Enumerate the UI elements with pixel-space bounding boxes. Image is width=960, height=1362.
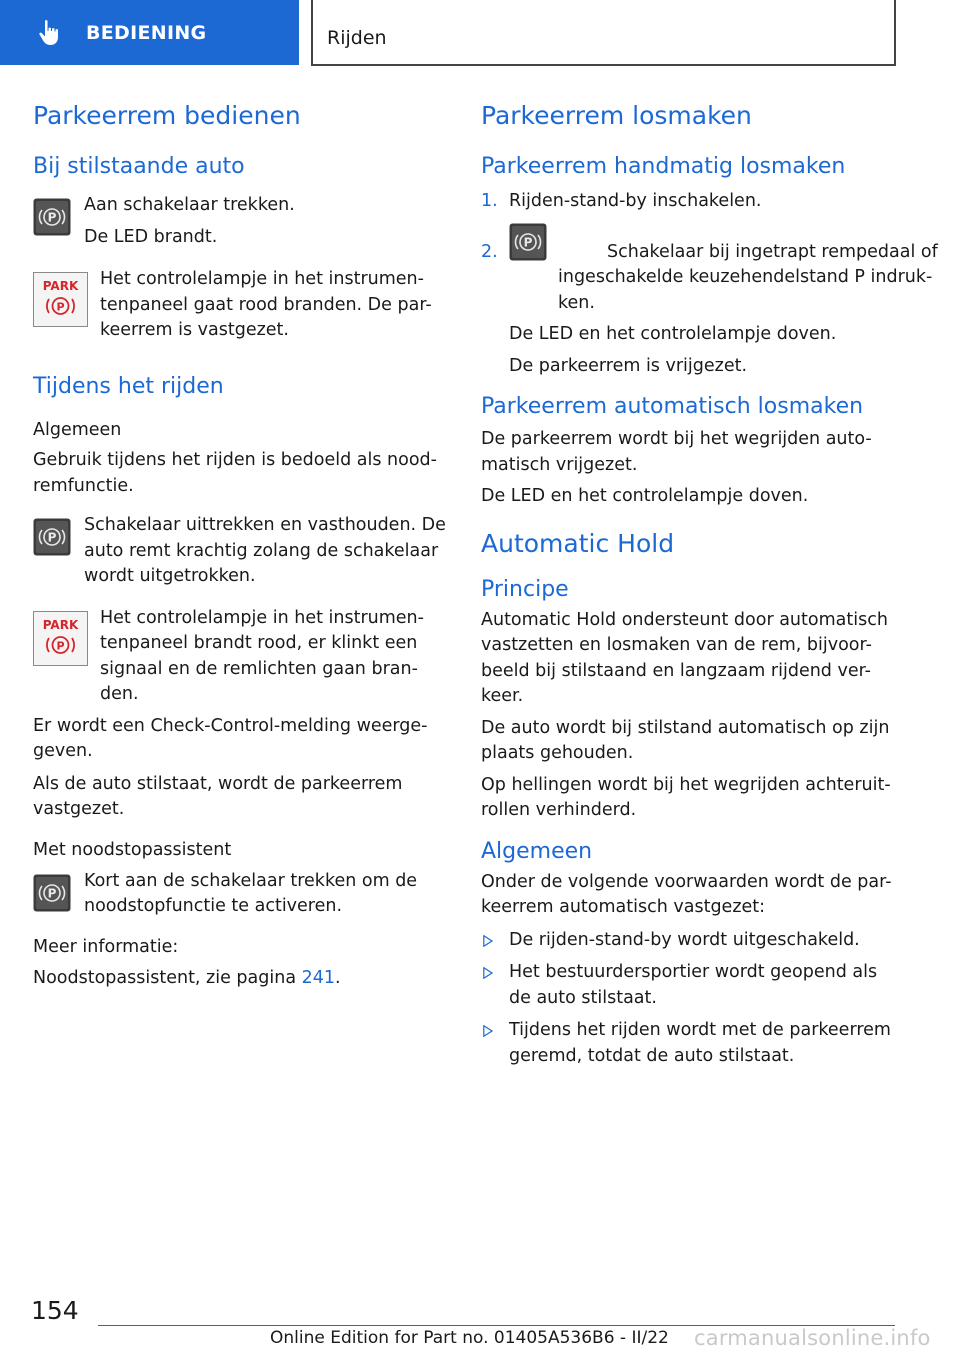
driving-switch-block xyxy=(33,513,447,590)
hold-general-text: Onder de volgende voorwaarden wordt de par-keerrem automatisch vastgezet: xyxy=(481,871,892,917)
park-warning-lamp-icon xyxy=(33,272,88,327)
heading-auto-release: Parkeerrem automatisch losmaken xyxy=(481,394,864,419)
title-release-brake: Parkeerrem losmaken xyxy=(481,101,752,130)
stationary-switch-block xyxy=(33,193,447,251)
heading-hold-general: Algemeen xyxy=(481,838,593,864)
stationary-lamp-block xyxy=(33,267,447,345)
reference-end: . xyxy=(335,968,341,988)
step-2-released-text: De parkeerrem is vrijgezet. xyxy=(509,355,748,376)
standstill-text: Als de auto stilstaat, wordt de parkeerrem vastgezet. xyxy=(33,773,403,819)
heading-principle: Principe xyxy=(481,576,569,602)
chapter-label: BEDIENING xyxy=(86,21,207,44)
hand-pointer-icon xyxy=(36,18,66,48)
driving-lamp-block xyxy=(33,606,447,708)
more-info-label: Meer informatie: xyxy=(33,936,179,957)
park-warning-lamp-icon xyxy=(33,611,88,666)
driving-switch-text: Schakelaar uittrekken en vasthouden. De auto remt krachtig zolang de schakelaar wordt uitgetrokken. xyxy=(84,515,446,586)
step-2-text xyxy=(509,226,938,317)
reference-text: Noodstopassistent, zie pagina xyxy=(33,968,297,988)
svg-text:P: P xyxy=(56,639,65,652)
title-automatic-hold: Automatic Hold xyxy=(481,528,675,558)
heading-driving: Tijdens het rijden xyxy=(33,374,224,399)
step-number: 1. xyxy=(481,191,498,211)
triangle-bullet-icon xyxy=(483,935,493,947)
heading-stationary: Bij stilstaande auto xyxy=(33,154,245,179)
stationary-led-text: De LED brandt. xyxy=(84,226,218,247)
svg-text:P: P xyxy=(47,886,57,900)
stationary-lamp-text: Het controlelampje in het instrumen-tenpaneel gaat rood branden. De par-keerrem is vastgezet. xyxy=(100,269,432,340)
subheading-emergency: Met noodstopassistent xyxy=(33,839,232,860)
page-reference-link[interactable]: 241 xyxy=(301,968,336,988)
bullet-text: Tijdens het rijden wordt met de parkeerrem geremd, totdat de auto stilstaat. xyxy=(509,1020,891,1066)
check-control-text: Er wordt een Check-Control-melding weerge-geven. xyxy=(33,715,428,761)
auto-release-text-1: De parkeerrem wordt bij het wegrijden auto-matisch vrijgezet. xyxy=(481,429,872,475)
list-item xyxy=(481,928,897,954)
step-2-label: Schakelaar bij ingetrapt rempedaal of ingeschakelde keuzehendelstand P indruk-ken. xyxy=(558,241,938,313)
hold-standstill-text: De auto wordt bij stilstand automatisch op zijn plaats gehouden. xyxy=(481,717,890,763)
right-column xyxy=(481,98,938,1069)
svg-text:P: P xyxy=(523,235,533,249)
triangle-bullet-icon xyxy=(483,967,493,979)
list-item xyxy=(481,960,897,1011)
reference-line xyxy=(33,966,447,992)
subheading-general: Algemeen xyxy=(33,420,122,440)
park-label: PARK xyxy=(42,617,79,632)
page-number: 154 xyxy=(31,1296,79,1325)
stationary-switch-text: Aan schakelaar trekken. xyxy=(84,195,295,215)
driving-lamp-text: Het controlelampje in het instrumen-tenpaneel brandt rood, er klinkt een signaal en de remlichten gaan bran-den. xyxy=(100,607,424,704)
parking-brake-switch-icon xyxy=(33,518,71,556)
triangle-bullet-icon xyxy=(483,1025,493,1037)
emergency-switch-block xyxy=(33,869,447,921)
emergency-text: Kort aan de schakelaar trekken om de noodstopfunctie te activeren. xyxy=(84,870,418,916)
step-2 xyxy=(481,226,938,380)
auto-release-text-2: De LED en het controlelampje doven. xyxy=(481,486,809,506)
driving-general-text: Gebruik tijdens het rijden is bedoeld als nood-remfunctie. xyxy=(33,450,437,496)
step-1 xyxy=(481,189,897,215)
left-column xyxy=(33,98,447,992)
heading-manual-release: Parkeerrem handmatig losmaken xyxy=(481,154,846,179)
title-operate-brake: Parkeerrem bedienen xyxy=(33,101,301,130)
bullet-text: De rijden-stand-by wordt uitgeschakeld. xyxy=(509,929,860,950)
parking-brake-switch-icon xyxy=(33,874,71,912)
step-1-text: Rijden-stand-by inschakelen. xyxy=(509,191,762,211)
parking-brake-switch-icon xyxy=(33,198,71,236)
park-label: PARK xyxy=(42,279,79,293)
watermark: carmanualsonline.info xyxy=(694,1326,931,1350)
svg-text:P: P xyxy=(56,300,65,314)
svg-text:P: P xyxy=(47,530,57,545)
step-number: 2. xyxy=(481,241,498,262)
parking-brake-switch-icon xyxy=(509,223,547,261)
section-title: Rijden xyxy=(311,0,896,66)
svg-text:P: P xyxy=(47,210,57,225)
list-item xyxy=(481,1018,897,1069)
hold-slope-text: Op hellingen wordt bij het wegrijden achteruit-rollen verhinderd. xyxy=(481,774,891,820)
bullet-text: Het bestuurdersportier wordt geopend als de auto stilstaat. xyxy=(509,962,878,1008)
principle-text: Automatic Hold ondersteunt door automatisch vastzetten en losmaken van de rem, bijvoor-beeld bij stilstaand en langzaam rijdend ver-keer. xyxy=(481,609,888,706)
chapter-tab xyxy=(0,0,299,65)
edition-text: Online Edition for Part no. 01405A536B6 - II/22 xyxy=(270,1328,669,1348)
step-2-led-text: De LED en het controlelampje doven. xyxy=(509,324,837,344)
